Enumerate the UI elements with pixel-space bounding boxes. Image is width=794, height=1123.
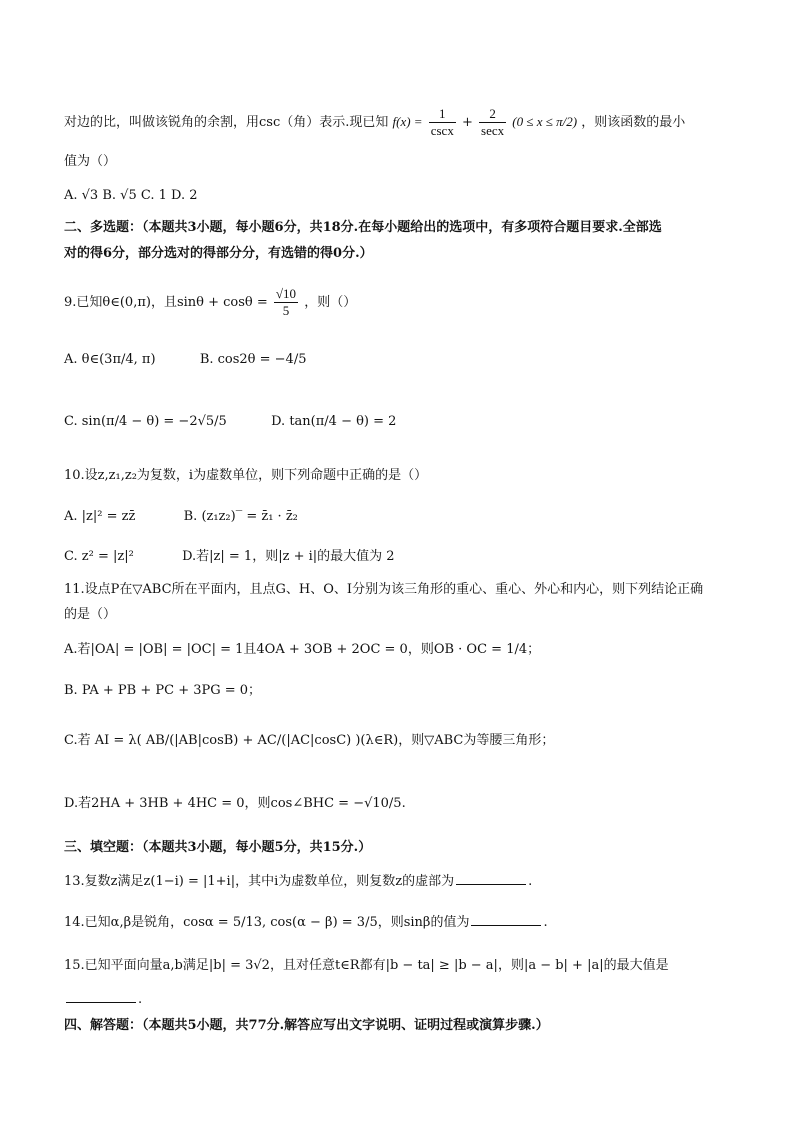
q9-stem: [64, 286, 356, 319]
q10-option-a: A. |z|² = zz̄: [64, 509, 136, 524]
q10-option-d: D.若|z| = 1，则|z + i|的最大值为 2: [182, 549, 395, 564]
section2-header-line1: 二、多选题：（本题共3小题，每小题6分，共18分.在每小题给出的选项中，有多项符合题目要求.全部选: [64, 220, 662, 235]
q9-stem-a: 9.已知θ∈(0,π)，且sinθ + cosθ =: [64, 295, 268, 310]
q10-options-cd: [64, 547, 395, 567]
q14: 14.已知α,β是锐角，cosα = 5/13, cos(α − β) = 3/5，则sinβ的值为 .: [64, 915, 548, 930]
q14-stem: 14.已知α,β是锐角，cosα = 5/13, cos(α − β) = 3/5，则sinβ的值为: [64, 915, 470, 930]
q8-fraction-2: $\frac{2}{\sec x}$: [481, 106, 505, 138]
q8-options: A. √3 B. √5 C. 1 D. 2: [64, 188, 198, 203]
q11-option-d: D.若2HA + 3HB + 4HC = 0，则cos∠BHC = −√10/5.: [64, 796, 406, 811]
q8-stem-b: ，则该函数的最小: [581, 115, 686, 130]
section4-header: 四、解答题：（本题共5小题，共77分.解答应写出文字说明、证明过程或演算步骤.）: [64, 1018, 549, 1033]
q8-fraction-1: $\frac{1}{\csc x}$: [430, 106, 454, 138]
q15-stem: 15.已知平面向量a,b满足|b| = 3√2，且对任意t∈R都有|b − ta| ≥ |b − a|，则|a − b| + |a|的最大值是: [64, 958, 669, 973]
q9-fraction: $\frac{√10}{5}$: [275, 286, 297, 318]
q11-stem-line2: 的是（）: [64, 607, 117, 622]
q11-option-b: B. PA + PB + PC + 3PG = 0；: [64, 683, 262, 698]
q11-option-c: C.若 AI = λ( AB/(|AB|cosB) + AC/(|AC|cosC) )(λ∈R)，则▽ABC为等腰三角形；: [64, 733, 555, 748]
q9-options-ab: [64, 350, 306, 370]
q13-answer-blank[interactable]: [456, 872, 526, 885]
q9-option-a: A. θ∈(3π/4, π): [64, 352, 156, 367]
q10-stem: 10.设z,z₁,z₂为复数，i为虚数单位，则下列命题中正确的是（）: [64, 468, 428, 483]
q8-stem-line1: 对边的比，叫做该锐角的余割，用csc（角）表示.现已知 f(x) = $\frac{1}{\csc x}$ + $\frac{2}{\sec x}$ (0 ≤ x ≤ π/2) ，则该函数的最小: [64, 106, 686, 138]
q8-range: (0 ≤ x ≤ π/2): [512, 114, 578, 129]
section2-header-line2: 对的得6分，部分选对的得部分分，有选错的得0分.）: [64, 246, 373, 261]
q9-option-d: D. tan(π/4 − θ) = 2: [271, 414, 397, 429]
q13: 13.复数z满足z(1−i) = |1+i|，其中i为虚数单位，则复数z的虚部为 .: [64, 874, 533, 889]
q11-stem-line1: 11.设点P在▽ABC所在平面内，且点G、H、O、I分别为该三角形的重心、重心、外心和内心，则下列结论正确: [64, 582, 704, 597]
q13-stem: 13.复数z满足z(1−i) = |1+i|，其中i为虚数单位，则复数z的虚部为: [64, 874, 455, 889]
q15-answer-line: .: [64, 990, 142, 1010]
q9-options-cd: [64, 412, 396, 432]
q8-formula-head: f(x) =: [392, 114, 423, 129]
q9-option-c: C. sin(π/4 − θ) = −2√5/5: [64, 414, 227, 429]
q8-stem-a: 对边的比，叫做该锐角的余割，用csc（角）表示.现已知: [64, 115, 389, 130]
q14-answer-blank[interactable]: [471, 913, 541, 926]
q9-option-b: B. cos2θ = −4/5: [199, 352, 307, 367]
q9-stem-b: ，则（）: [304, 295, 357, 310]
q10-option-b: B. (z₁z₂)‾ = z̄₁ · z̄₂: [183, 509, 298, 524]
q15-answer-blank[interactable]: [66, 990, 136, 1003]
q10-options-ab: [64, 507, 298, 527]
q8-stem-line2: 值为（）: [64, 154, 117, 169]
q10-option-c: C. z² = |z|²: [64, 549, 134, 564]
q11-option-a: A.若|OA| = |OB| = |OC| = 1且4OA + 3OB + 2OC = 0，则OB · OC = 1/4；: [64, 642, 541, 657]
section3-header: 三、填空题：（本题共3小题，每小题5分，共15分.）: [64, 840, 372, 855]
